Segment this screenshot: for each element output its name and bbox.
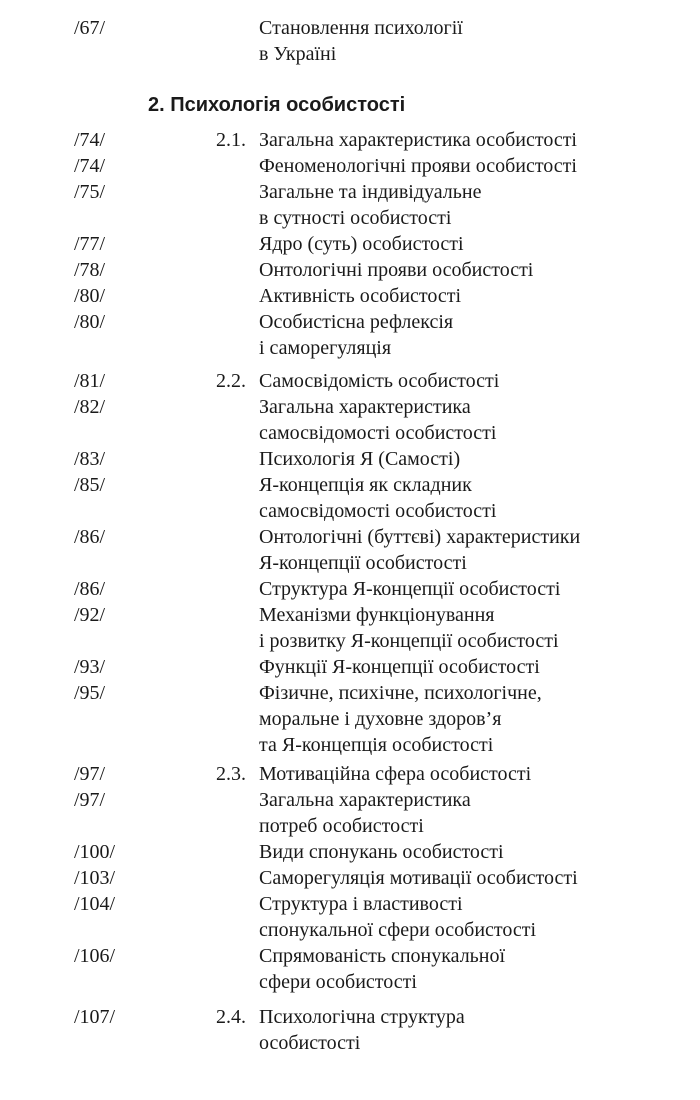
- entry-title-line: в сутності особистості: [259, 207, 452, 229]
- subsection-title: Мотиваційна сфера особистості: [259, 763, 532, 785]
- page-number: /92/: [74, 604, 106, 626]
- subsection-number: 2.2.: [216, 370, 246, 392]
- entry-title-line: Онтологічні прояви особистості: [259, 259, 534, 281]
- section-heading: 2. Психологія особистості: [148, 94, 406, 116]
- page-number: /86/: [74, 526, 106, 548]
- entry-title-line: потреб особистості: [259, 815, 424, 837]
- subsection-number: 2.3.: [216, 763, 246, 785]
- entry-title-line: та Я-концепція особистості: [259, 734, 494, 756]
- entry-title-line: Види спонукань особистості: [259, 841, 504, 863]
- subsection-title: Самосвідомість особистості: [259, 370, 500, 392]
- page-number: /81/: [74, 370, 106, 392]
- entry-title-line: Загальна характеристика: [259, 789, 471, 811]
- page-number: /97/: [74, 763, 106, 785]
- entry-title-line: Психологія Я (Самості): [259, 448, 461, 470]
- page-number: /77/: [74, 233, 106, 255]
- page-number: /75/: [74, 181, 106, 203]
- page-number: /80/: [74, 311, 106, 333]
- subsection-title: особистості: [259, 1032, 361, 1054]
- page-number: /107/: [74, 1006, 116, 1028]
- subsection-title: Загальна характеристика особистості: [259, 129, 577, 151]
- page-number: /103/: [74, 867, 116, 889]
- entry-title-line: Спрямованість спонукальної: [259, 945, 506, 967]
- page-number: /83/: [74, 448, 106, 470]
- subsection-number: 2.4.: [216, 1006, 246, 1028]
- entry-title-line: Феноменологічні прояви особистості: [259, 155, 577, 177]
- entry-title-line: Структура Я-концепції особистості: [259, 578, 561, 600]
- page-number: /82/: [74, 396, 106, 418]
- page-number: /80/: [74, 285, 106, 307]
- entry-title-line: моральне і духовне здоров’я: [259, 708, 502, 730]
- page-number: /100/: [74, 841, 116, 863]
- page-number: /67/: [74, 17, 106, 39]
- entry-title-line: Я-концепція як складник: [259, 474, 472, 496]
- entry-title-line: Я-концепції особистості: [259, 552, 467, 574]
- entry-title-line: Ядро (суть) особистості: [259, 233, 464, 255]
- entry-title-line: Становлення психології: [259, 17, 463, 39]
- subsection-title: Психологічна структура: [259, 1006, 465, 1028]
- entry-title-line: в Україні: [259, 43, 337, 65]
- entry-title-line: самосвідомості особистості: [259, 422, 497, 444]
- page-number: /97/: [74, 789, 106, 811]
- entry-title-line: Активність особистості: [259, 285, 462, 307]
- entry-title-line: Структура і властивості: [259, 893, 463, 915]
- entry-title-line: спонукальної сфери особистості: [259, 919, 537, 941]
- page-number: /86/: [74, 578, 106, 600]
- entry-title-line: самосвідомості особистості: [259, 500, 497, 522]
- entry-title-line: Загальне та індивідуальне: [259, 181, 482, 203]
- entry-title-line: Онтологічні (буттєві) характеристики: [259, 526, 581, 548]
- page-number: /74/: [74, 129, 106, 151]
- page-number: /104/: [74, 893, 116, 915]
- entry-title-line: Саморегуляція мотивації особистості: [259, 867, 578, 889]
- entry-title-line: Функції Я-концепції особистості: [259, 656, 540, 678]
- page-number: /74/: [74, 155, 106, 177]
- page-number: /85/: [74, 474, 106, 496]
- page-number: /106/: [74, 945, 116, 967]
- entry-title-line: сфери особистості: [259, 971, 417, 993]
- entry-title-line: Загальна характеристика: [259, 396, 471, 418]
- entry-title-line: і саморегуляція: [259, 337, 392, 359]
- page-number: /95/: [74, 682, 106, 704]
- entry-title-line: Фізичне, психічне, психологічне,: [259, 682, 542, 704]
- page-number: /78/: [74, 259, 106, 281]
- entry-title-line: Особистісна рефлексія: [259, 311, 454, 333]
- entry-title-line: Механізми функціонування: [259, 604, 495, 626]
- page-number: /93/: [74, 656, 106, 678]
- entry-title-line: і розвитку Я-концепції особистості: [259, 630, 559, 652]
- subsection-number: 2.1.: [216, 129, 246, 151]
